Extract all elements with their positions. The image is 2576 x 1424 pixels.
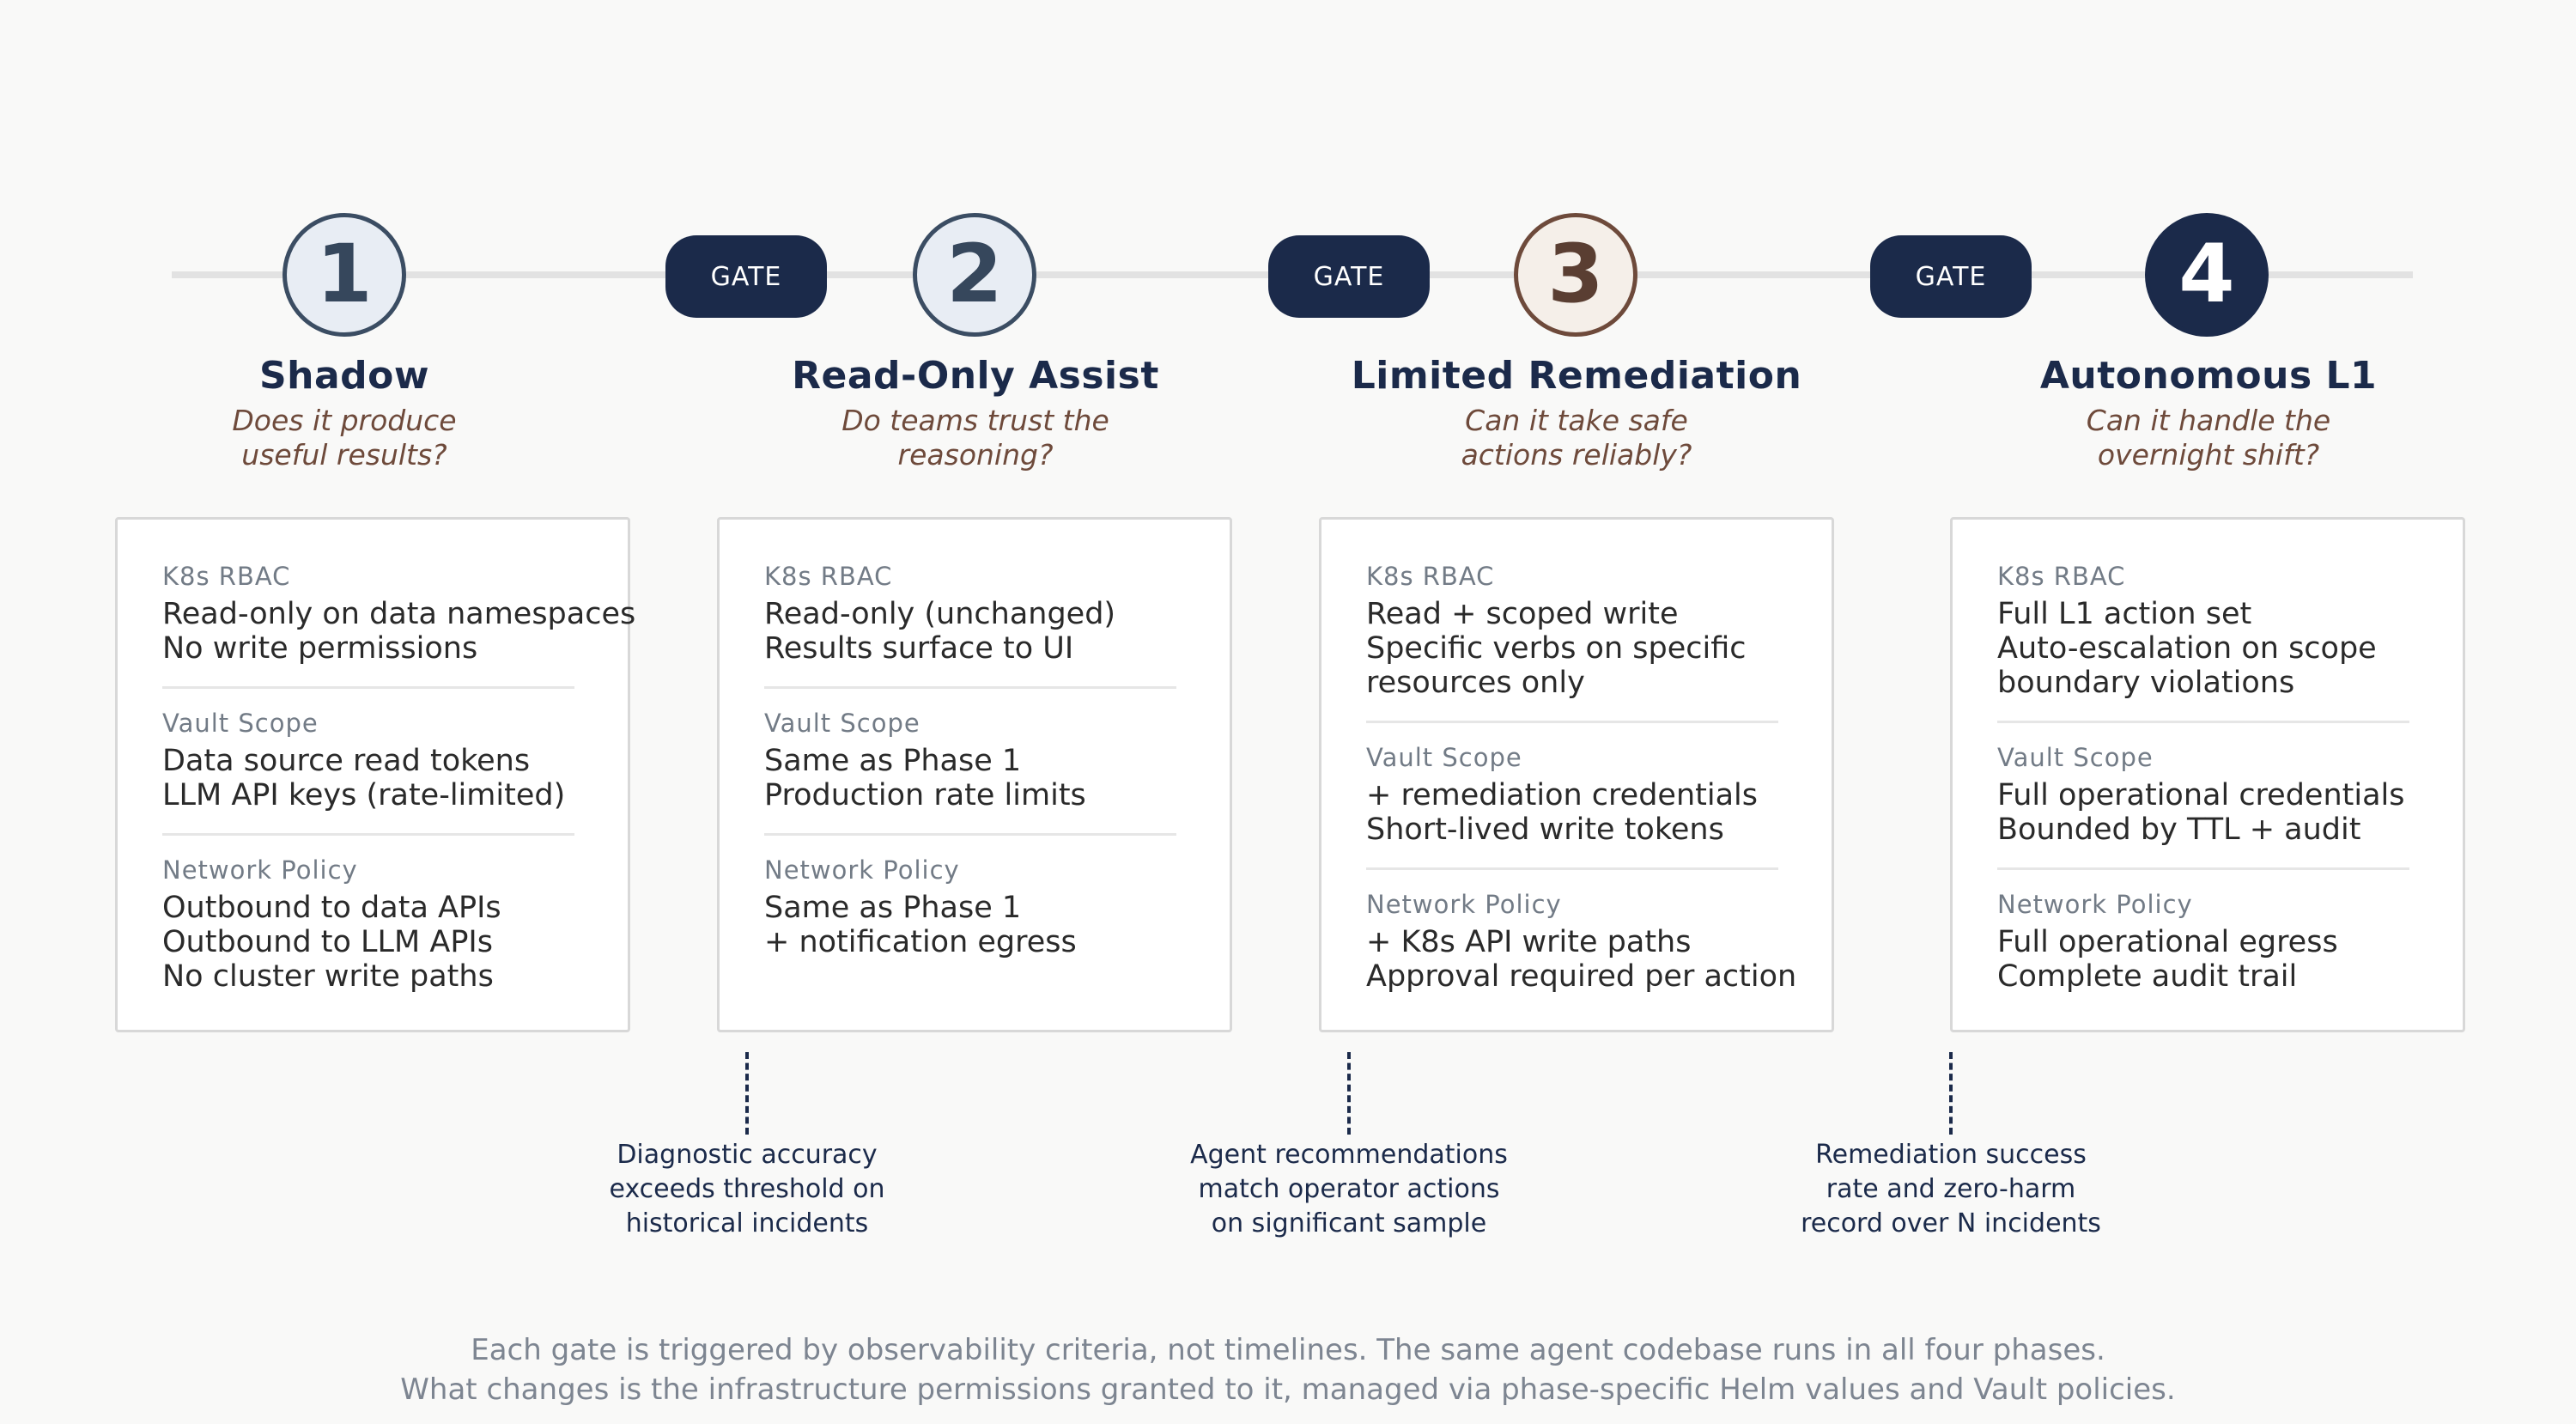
phase-3-number: 3 — [1547, 228, 1604, 321]
rbac-details — [764, 597, 1185, 666]
section-divider — [1366, 721, 1778, 723]
vault-line: LLM API keys (rate-limited) — [162, 778, 566, 812]
rbac-line: Read-only (unchanged) — [764, 597, 1116, 631]
vault-line: Production rate limits — [764, 778, 1086, 812]
phase-1-title: Shadow — [258, 354, 430, 398]
gate-3-criteria-line: Remediation success — [1815, 1140, 2087, 1170]
phase-1-card — [115, 517, 636, 1032]
network-details — [1366, 925, 1797, 994]
rbac-details — [1997, 597, 2418, 700]
phase-4-badge — [2145, 213, 2269, 337]
phase-2-question — [718, 404, 1233, 472]
rbac-label: K8s RBAC — [1366, 562, 1495, 591]
network-details — [1997, 925, 2418, 994]
phase-3-question — [1319, 404, 1834, 472]
rbac-line: Auto-escalation on scope — [1997, 631, 2377, 666]
vault-details — [1366, 778, 1787, 847]
section-divider — [1997, 867, 2409, 870]
gate-2-criteria-line: match operator actions — [1198, 1174, 1500, 1204]
phase-1-question — [87, 404, 602, 472]
gate-3-criteria — [1762, 1138, 2140, 1241]
phase-4-question — [1951, 404, 2466, 472]
footer-note-line-1: Each gate is triggered by observability criteria, not timelines. The same agent codebase runs in all four phases. — [471, 1333, 2105, 1367]
gate-3-badge: GATE — [1870, 235, 2032, 318]
rbac-label: K8s RBAC — [162, 562, 291, 591]
network-label: Network Policy — [1997, 890, 2193, 919]
vault-label: Vault Scope — [1366, 743, 1522, 772]
rbac-label: K8s RBAC — [764, 562, 893, 591]
network-line: Outbound to data APIs — [162, 891, 501, 925]
vault-label: Vault Scope — [1997, 743, 2154, 772]
network-line: No cluster write paths — [162, 959, 494, 994]
rbac-label: K8s RBAC — [1997, 562, 2126, 591]
phase-2-question-line: Do teams trust the — [841, 404, 1109, 437]
phase-3-question-line: actions reliably? — [1461, 438, 1692, 472]
network-details — [764, 891, 1185, 959]
section-divider — [1997, 721, 2409, 723]
gate-2-criteria-line: on significant sample — [1211, 1208, 1487, 1238]
gate-1-criteria — [558, 1138, 936, 1241]
gate-2-criteria-line: Agent recommendations — [1190, 1140, 1508, 1170]
footer-note-line-2: What changes is the infrastructure permissions granted to it, managed via phase-specific Helm values and Vault policies. — [400, 1372, 2176, 1407]
gate-1-connector — [745, 1052, 749, 1135]
phase-2-number: 2 — [946, 228, 1003, 321]
vault-details — [764, 744, 1185, 812]
gate-1-criteria-line: Diagnostic accuracy — [617, 1140, 878, 1170]
network-label: Network Policy — [764, 855, 960, 885]
network-line: Complete audit trail — [1997, 959, 2298, 994]
gate-2-criteria — [1160, 1138, 1538, 1241]
rbac-line: Results surface to UI — [764, 631, 1074, 666]
phase-1-question-line: useful results? — [241, 438, 447, 472]
phase-2-question-line: reasoning? — [897, 438, 1054, 472]
vault-line: Full operational credentials — [1997, 778, 2405, 812]
vault-line: Same as Phase 1 — [764, 744, 1022, 778]
network-label: Network Policy — [162, 855, 358, 885]
vault-details — [162, 744, 583, 812]
phase-1-question-line: Does it produce — [232, 404, 457, 437]
vault-line: Data source read tokens — [162, 744, 531, 778]
section-divider — [764, 686, 1176, 689]
gate-2-badge: GATE — [1268, 235, 1430, 318]
gate-3-criteria-line: record over N incidents — [1801, 1208, 2101, 1238]
gate-3-connector — [1949, 1052, 1953, 1135]
phase-3-question-line: Can it take safe — [1465, 404, 1688, 437]
phase-2-title: Read-Only Assist — [792, 354, 1159, 398]
rbac-line: Read-only on data namespaces — [162, 597, 636, 631]
network-label: Network Policy — [1366, 890, 1562, 919]
rbac-line: Specific verbs on specific — [1366, 631, 1747, 666]
phase-4-title: Autonomous L1 — [2039, 354, 2378, 398]
rbac-line: No write permissions — [162, 631, 478, 666]
gate-3-criteria-line: rate and zero-harm — [1826, 1174, 2076, 1204]
phase-4-card — [1950, 517, 2465, 1032]
phase-4-number: 4 — [2178, 228, 2235, 321]
vault-line: Short-lived write tokens — [1366, 812, 1724, 847]
phase-2-card — [717, 517, 1232, 1032]
section-divider — [162, 686, 574, 689]
gate-2-connector — [1347, 1052, 1351, 1135]
gate-1-criteria-line: exceeds threshold on — [609, 1174, 885, 1204]
phase-2-badge — [913, 213, 1036, 337]
phase-1-number: 1 — [316, 228, 373, 321]
gate-1-badge: GATE — [665, 235, 827, 318]
phase-1-badge — [283, 213, 406, 337]
vault-label: Vault Scope — [162, 709, 319, 738]
phase-3-badge — [1514, 213, 1637, 337]
network-line: Same as Phase 1 — [764, 891, 1022, 925]
phase-4-question-line: overnight shift? — [2097, 438, 2320, 472]
gate-1-criteria-line: historical incidents — [625, 1208, 869, 1238]
phase-3-title: Limited Remediation — [1351, 354, 1802, 398]
rbac-line: resources only — [1366, 666, 1585, 700]
rbac-details — [1366, 597, 1787, 700]
rbac-line: boundary violations — [1997, 666, 2295, 700]
network-line: + notification egress — [764, 925, 1077, 959]
vault-line: + remediation credentials — [1366, 778, 1758, 812]
vault-line: Bounded by TTL + audit — [1997, 812, 2361, 847]
rbac-line: Read + scoped write — [1366, 597, 1679, 631]
section-divider — [1366, 867, 1778, 870]
vault-label: Vault Scope — [764, 709, 920, 738]
network-details — [162, 891, 583, 994]
network-line: Full operational egress — [1997, 925, 2338, 959]
network-line: + K8s API write paths — [1366, 925, 1692, 959]
section-divider — [162, 833, 574, 836]
network-line: Outbound to LLM APIs — [162, 925, 493, 959]
rbac-line: Full L1 action set — [1997, 597, 2252, 631]
rbac-details — [162, 597, 636, 666]
phase-4-question-line: Can it handle the — [2086, 404, 2331, 437]
phase-3-card — [1319, 517, 1834, 1032]
network-line: Approval required per action — [1366, 959, 1797, 994]
vault-details — [1997, 778, 2418, 847]
section-divider — [764, 833, 1176, 836]
